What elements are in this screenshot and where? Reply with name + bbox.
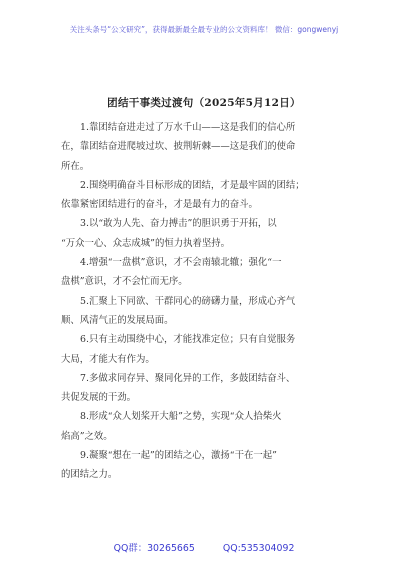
header-banner: 关注头条号“公文研究”，获得最新最全最专业的公文资料库！ 微信：gongwenyj [69,25,339,34]
paragraph-line: 所在。 [61,160,90,172]
qq-group-text: QQ群：30265665 [113,543,195,554]
page-title: 团结干事类过渡句（2025年5月12日） [107,97,301,109]
paragraph-line: 在，靠团结奋进爬坡过坎、披荆斩棘——这是我们的使命 [61,141,296,153]
paragraph-line: 依靠紧密团结进行的奋斗，才是最有力的奋斗。 [61,199,258,211]
paragraph-line: 的团结之力。 [61,469,118,481]
paragraph-line: 2.围绕明确奋斗目标形成的团结，才是最牢固的团结； [80,179,305,191]
paragraph-5 [61,292,357,331]
paragraph-8 [61,407,357,446]
paragraph-line: 5.汇聚上下同欲、干群同心的磅礴力量，形成心齐气 [80,295,296,307]
paragraph-2 [61,176,357,215]
paragraph-line: 8.形成“众人划桨开大船”之势，实现“众人拾柴火 [80,411,282,423]
paragraph-line: 盘棋”意识，才不会忙而无序。 [61,276,188,288]
paragraph-line: 顺、风清气正的发展局面。 [61,314,174,326]
paragraph-line: 9.凝聚“想在一起”的团结之心，激扬“干在一起” [80,450,277,462]
paragraph-line: 7.多做求同存异、聚同化异的工作，多鼓团结奋斗、 [80,372,296,384]
paragraph-line: 共促发展的干劲。 [61,392,137,404]
paragraph-6 [61,330,357,369]
paragraph-7 [61,369,357,408]
footer-contact [0,540,408,554]
paragraph-line: 大局，才能大有作为。 [61,353,155,365]
paragraph-1 [61,118,357,176]
paragraph-9 [61,446,357,485]
paragraph-line: 4.增强“一盘棋”意识，才不会南辕北辙；强化“一 [80,257,282,269]
qq-number-text: QQ:535304092 [222,543,295,554]
paragraph-line: 1.靠团结奋进走过了万水千山——这是我们的信心所 [80,122,296,133]
paragraph-4 [61,253,357,292]
paragraph-line: 焰高”之效。 [61,430,113,442]
paragraph-3 [61,214,357,253]
paragraph-line: 6.只有主动围绕中心，才能找准定位；只有自觉服务 [80,334,296,346]
document-body [61,118,357,485]
paragraph-line: 3.以“敢为人先、奋力搏击”的胆识勇于开拓，以 [80,218,277,230]
paragraph-line: “万众一心、众志成城”的恒力执着坚持。 [61,237,230,249]
